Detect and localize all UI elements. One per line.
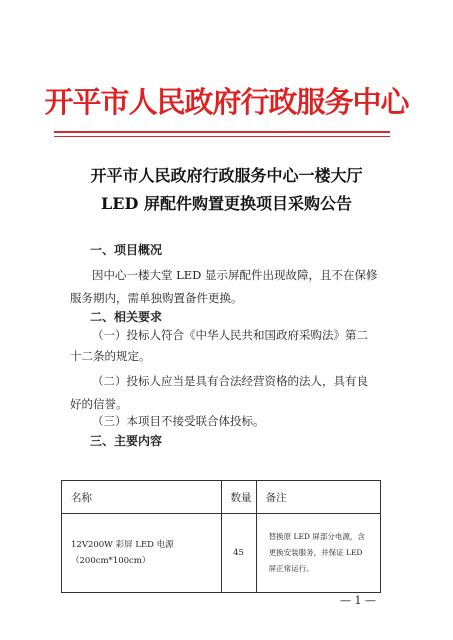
- cell-note: [256, 514, 380, 593]
- masthead-rule-thin: [54, 136, 390, 137]
- column-header-name: 名称: [62, 481, 222, 514]
- section-1-paragraph-line-2: 服务期内，需单独购置备件更换。: [70, 291, 243, 305]
- parts-table: [61, 480, 381, 593]
- section-2-item-2-line-1: （二）投标人应当是具有合法经营资格的法人，具有良: [92, 374, 368, 388]
- section-2-item-1-line-1: （一）投标人符合《中华人民共和国政府采购法》第二: [92, 328, 368, 342]
- document-title-line-2: LED 屏配件购置更换项目采购公告: [101, 194, 352, 213]
- section-1-heading: 一、项目概况: [90, 243, 163, 257]
- item-name-line-1: 12V200W 彩屏 LED 电源: [71, 540, 174, 550]
- masthead-rule-thick: [54, 131, 390, 133]
- note-line-2: 更换安装服务，并保证 LED: [268, 548, 363, 557]
- item-name-line-2: （200cm*100cm）: [71, 556, 151, 566]
- section-2-item-3: （三）本项目不接受联合体投标。: [92, 414, 265, 428]
- page-number: — 1 —: [340, 594, 376, 607]
- cell-quantity: 45: [221, 514, 256, 593]
- section-2-heading: 二、相关要求: [90, 310, 163, 324]
- table-row: [62, 514, 381, 593]
- section-3-heading: 三、主要内容: [90, 434, 163, 448]
- section-1-paragraph-line-1: 因中心一楼大堂 LED 显示屏配件出现故障，且不在保修: [92, 268, 378, 282]
- cell-item-name: [62, 514, 222, 593]
- document-title-line-1: 开平市人民政府行政服务中心一楼大厅: [90, 166, 363, 185]
- section-2-item-1-line-2: 十二条的规定。: [70, 349, 151, 363]
- section-2-item-2-line-2: 好的信誉。: [70, 397, 128, 411]
- table-header-row: [62, 481, 381, 514]
- column-header-quantity: 数量: [221, 481, 256, 514]
- column-header-note: 备注: [256, 481, 380, 514]
- note-line-3: 屏正常运行。: [268, 564, 314, 573]
- note-line-1: 替换原 LED 屏部分电源，含: [268, 532, 365, 541]
- document-masthead: 开平市人民政府行政服务中心: [44, 85, 409, 119]
